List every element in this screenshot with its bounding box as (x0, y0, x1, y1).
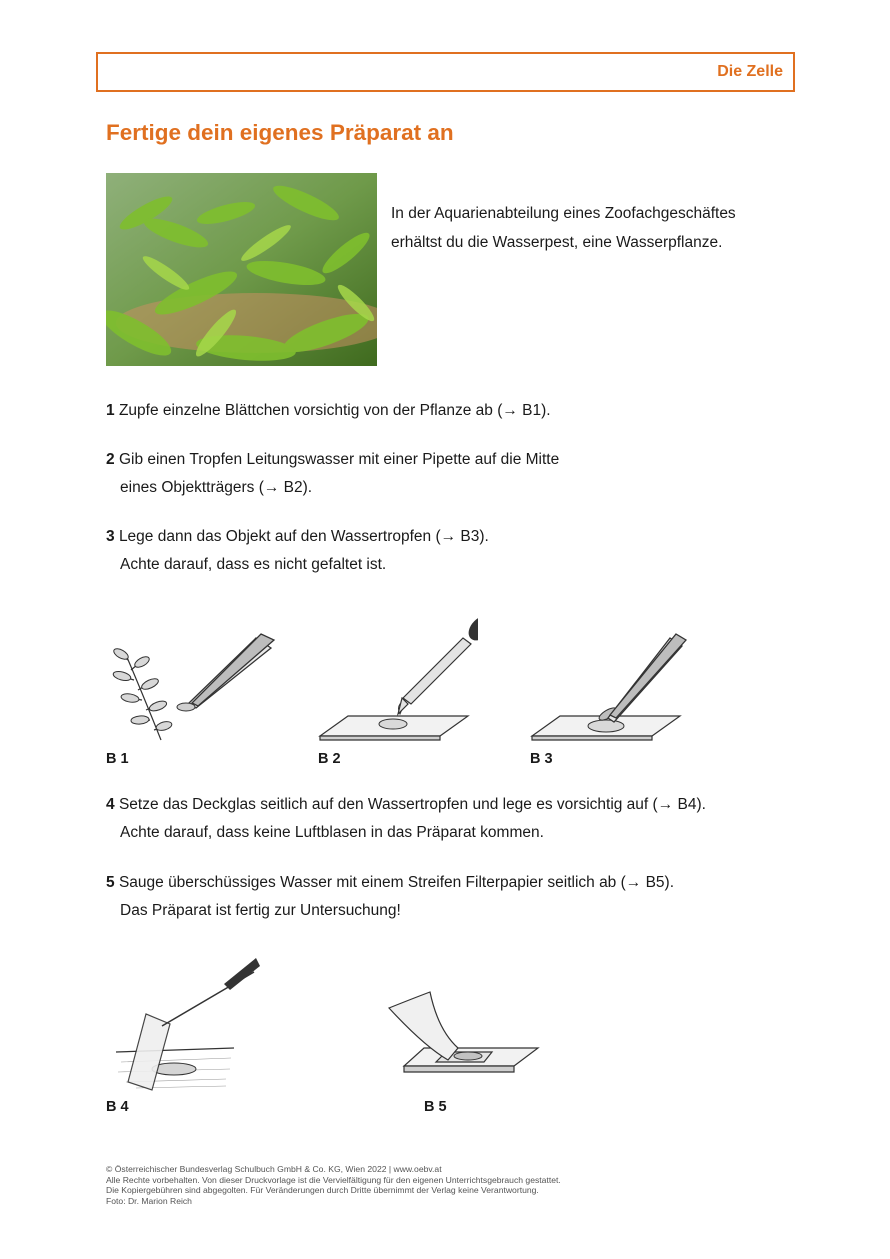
header-box (96, 52, 795, 92)
figure-b1-tweezers-leaf (106, 610, 276, 750)
figure-label-b2: B 2 (318, 751, 341, 767)
figure-label-b1: B 1 (106, 751, 129, 767)
waterweed-plant-photo (106, 173, 377, 366)
step-3 (106, 523, 489, 579)
step-number: 1 (106, 402, 115, 419)
figure-label-b5: B 5 (424, 1099, 447, 1115)
step-1 (106, 397, 551, 425)
step-text: Setze das Deckglas seitlich auf den Wassertropfen und lege es vorsichtig auf (→ B4). (118, 796, 706, 813)
step-text-continued: Achte darauf, dass keine Luftblasen in das Präparat kommen. (120, 824, 544, 841)
step-number: 2 (106, 451, 115, 468)
step-4 (106, 791, 706, 847)
footer-rights: Alle Rechte vorbehalten. Von dieser Druckvorlage ist die Vervielfältigung für den eigenen Unterrichtsgebrauch gestattet. (106, 1174, 561, 1185)
step-number: 4 (106, 796, 115, 813)
page-title: Fertige dein eigenes Präparat an (106, 120, 454, 145)
step-text: Lege dann das Objekt auf den Wassertropfen (→ B3). (118, 528, 489, 545)
intro-line: In der Aquarienabteilung eines Zoofachgeschäftes (391, 205, 736, 222)
footer-photo-credit: Foto: Dr. Marion Reich (106, 1195, 192, 1206)
figure-b4-cover-glass-needle (106, 950, 266, 1095)
figure-b2-pipette-slide (318, 610, 478, 750)
step-text-continued: Achte darauf, dass es nicht gefaltet ist. (120, 556, 387, 573)
step-text-continued: Das Präparat ist fertig zur Untersuchung! (120, 902, 401, 919)
figure-b5-filter-paper (384, 990, 544, 1080)
section-label: Die Zelle (717, 63, 783, 80)
step-5 (106, 869, 674, 925)
step-text: Sauge überschüssiges Wasser mit einem Streifen Filterpapier seitlich ab (→ B5). (118, 874, 675, 891)
step-number: 3 (106, 528, 115, 545)
step-text: Gib einen Tropfen Leitungswasser mit einer Pipette auf die Mitte (118, 451, 560, 468)
intro-text (391, 199, 821, 257)
intro-line: erhältst du die Wasserpest, eine Wasserpflanze. (391, 234, 723, 251)
step-text: Zupfe einzelne Blättchen vorsichtig von der Pflanze ab (→ B1). (118, 402, 551, 419)
step-text-continued: eines Objektträgers (→ B2). (120, 479, 313, 496)
figure-label-b4: B 4 (106, 1099, 129, 1115)
footer-fees: Die Kopiergebühren sind abgegolten. Für Veränderungen durch Dritte übernimmt der Verlag keine Verantwortung. (106, 1185, 539, 1195)
step-2 (106, 446, 559, 502)
figure-label-b3: B 3 (530, 751, 553, 767)
figure-b3-leaf-on-slide (530, 610, 690, 750)
footer-copyright: © Österreichischer Bundesverlag Schulbuch GmbH & Co. KG, Wien 2022 | www.oebv.at (106, 1164, 442, 1174)
footer (106, 1164, 561, 1206)
step-number: 5 (106, 874, 115, 891)
